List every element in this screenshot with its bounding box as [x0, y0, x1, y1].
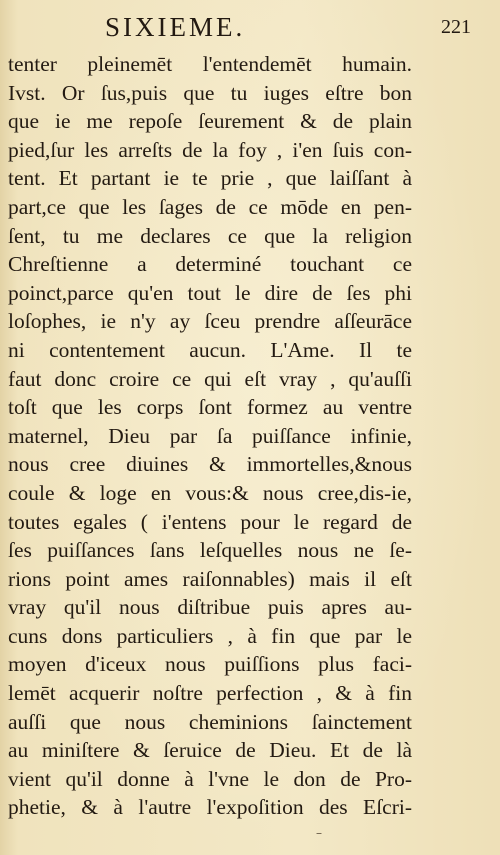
text-line: Chreſtienne a determiné touchant ce [8, 252, 412, 277]
body-text [8, 50, 412, 822]
text-line: phetie, & à l'autre l'expoſition des Eſcri- [8, 795, 412, 820]
text-line: auſſi que nous cheminions ſainctement [8, 709, 412, 734]
page-number: 221 [441, 16, 471, 38]
text-line: maternel, Dieu par ſa puiſſance infinie, [8, 423, 412, 448]
text-line: loſophes, ie n'y ay ſceu prendre aſſeurāce [8, 309, 412, 334]
text-line: rions point ames raiſonnables) mais il eſt [8, 566, 412, 591]
text-line: coule & loge en vous:& nous cree,dis-ie, [8, 480, 412, 505]
text-line: vient qu'il donne à l'vne le don de Pro- [8, 766, 412, 791]
running-head [0, 6, 500, 46]
text-line: ſent, tu me declares ce que la religion [8, 223, 412, 248]
text-line: ni contentement aucun. L'Ame. Il te [8, 337, 412, 362]
text-line: toſt que les corps ſont formez au ventre [8, 395, 412, 420]
footer-ornament: – [316, 826, 322, 840]
text-line: que ie me repoſe ſeurement & de plain [8, 109, 412, 134]
text-line: au miniſtere & ſeruice de Dieu. Et de là [8, 738, 412, 763]
text-line: faut donc croire ce qui eſt vray , qu'auſſi [8, 366, 412, 391]
text-line: vray qu'il nous diſtribue puis apres au- [8, 595, 412, 620]
running-title: SIXIEME. [105, 12, 246, 42]
text-line: tenter pleinemēt l'entendemēt humain. [8, 52, 412, 76]
text-line: part,ce que les ſages de ce mōde en pen- [8, 194, 412, 219]
text-line: cuns dons particuliers , à fin que par le [8, 623, 412, 648]
text-line: tent. Et partant ie te prie , que laiſſant à [8, 166, 412, 191]
text-line: ſes puiſſances ſans leſquelles nous ne ſe- [8, 538, 412, 563]
text-line: Ivst. Or ſus,puis que tu iuges eſtre bon [8, 80, 412, 105]
text-line: nous cree diuines & immortelles,&nous [8, 452, 412, 477]
text-line: toutes egales ( i'entens pour le regard de [8, 509, 412, 534]
text-line: moyen d'iceux nous puiſſions plus faci- [8, 652, 412, 677]
text-line: lemēt acquerir noſtre perfection , & à fin [8, 681, 412, 706]
text-line: pied,ſur les arreſts de la foy , i'en ſuis con- [8, 137, 412, 162]
text-line: poinct,parce qu'en tout le dire de ſes phi [8, 280, 412, 305]
